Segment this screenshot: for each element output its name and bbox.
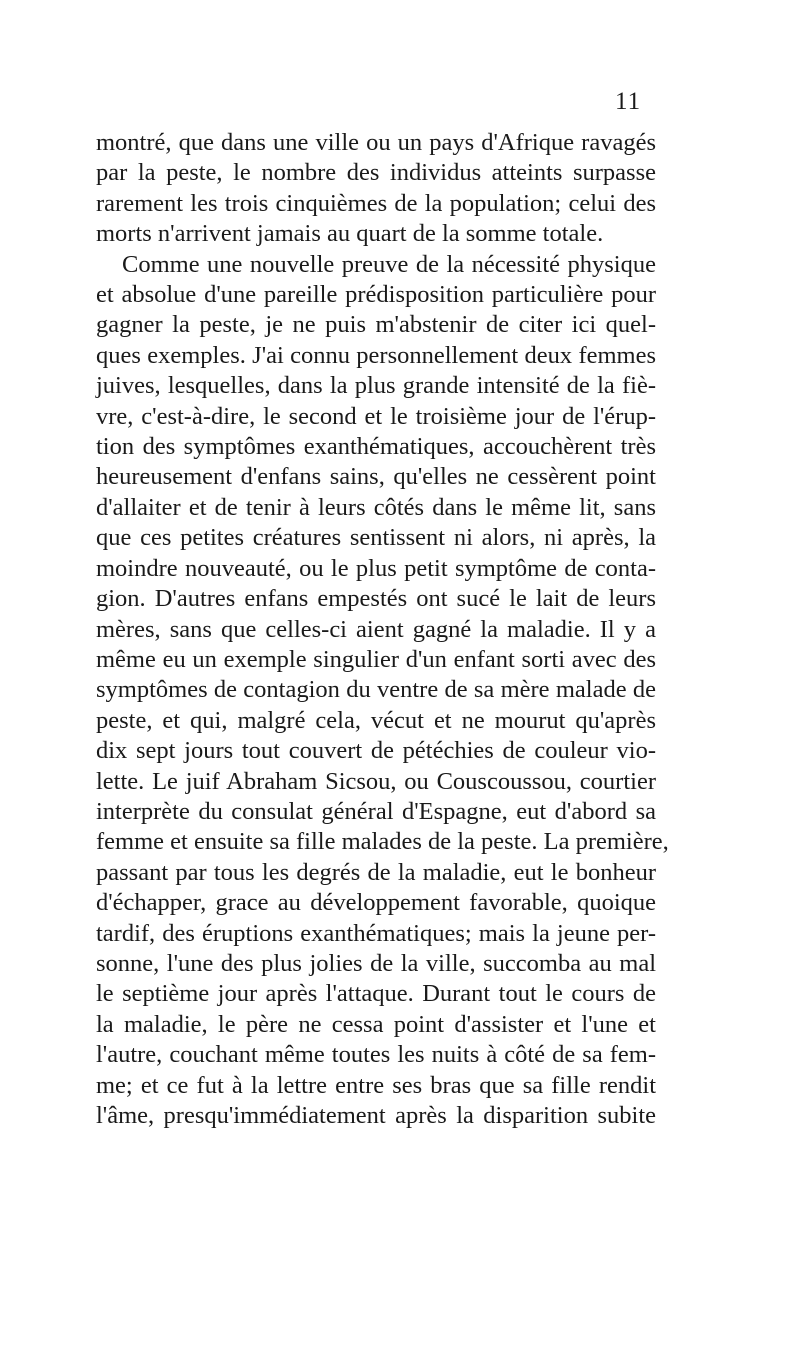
body-text: [96, 128, 669, 1131]
text-line: rarement les trois cinquièmes de la population; celui des: [96, 189, 656, 217]
text-line: d'échapper, grace au développement favorable, quoique: [96, 889, 656, 917]
text-line: gion. D'autres enfans empestés ont sucé le lait de leurs: [96, 585, 656, 613]
text-line: dix sept jours tout couvert de pétéchies de couleur vio-: [96, 737, 656, 765]
text-line: Comme une nouvelle preuve de la nécessité physique: [122, 250, 656, 278]
text-line: le septième jour après l'attaque. Durant tout le cours de: [96, 980, 656, 1008]
text-line: ques exemples. J'ai connu personnellement deux femmes: [96, 341, 656, 369]
text-line: lette. Le juif Abraham Sicsou, ou Couscoussou, courtier: [96, 767, 656, 795]
text-line: d'allaiter et de tenir à leurs côtés dans le même lit, sans: [96, 493, 656, 521]
text-line: peste, et qui, malgré cela, vécut et ne mourut qu'après: [96, 706, 656, 734]
text-line: et absolue d'une pareille prédisposition particulière pour: [96, 281, 656, 309]
text-line: la maladie, le père ne cessa point d'assister et l'une et: [96, 1010, 656, 1038]
text-line: sonne, l'une des plus jolies de la ville, succomba au mal: [96, 949, 656, 977]
text-line: mères, sans que celles-ci aient gagné la maladie. Il y a: [96, 615, 656, 643]
page-number: 11: [615, 88, 642, 115]
text-line: passant par tous les degrés de la maladie, eut le bonheur: [96, 858, 656, 886]
text-line: que ces petites créatures sentissent ni alors, ni après, la: [96, 524, 656, 552]
text-line: montré, que dans une ville ou un pays d'Afrique ravagés: [96, 129, 656, 156]
text-line: vre, c'est-à-dire, le second et le troisième jour de l'érup-: [96, 402, 656, 430]
text-line: symptômes de contagion du ventre de sa mère malade de: [96, 676, 656, 704]
text-line: femme et ensuite sa fille malades de la peste. La première,: [96, 828, 669, 856]
text-line: interprète du consulat général d'Espagne, eut d'abord sa: [96, 797, 656, 825]
text-line: tardif, des éruptions exanthématiques; mais la jeune per-: [96, 919, 656, 947]
text-line: par la peste, le nombre des individus atteints surpasse: [96, 159, 656, 187]
text-line: même eu un exemple singulier d'un enfant sorti avec des: [96, 645, 656, 673]
text-line: moindre nouveauté, ou le plus petit symptôme de conta-: [96, 554, 656, 582]
text-line: l'autre, couchant même toutes les nuits à côté de sa fem-: [96, 1041, 656, 1069]
text-line: heureusement d'enfans sains, qu'elles ne cessèrent point: [96, 463, 656, 491]
text-line: morts n'arrivent jamais au quart de la somme totale.: [96, 220, 604, 248]
text-line: juives, lesquelles, dans la plus grande intensité de la fiè-: [96, 372, 656, 400]
text-line: tion des symptômes exanthématiques, accouchèrent très: [96, 433, 656, 461]
text-line: gagner la peste, je ne puis m'abstenir de citer ici quel-: [96, 311, 656, 339]
text-line: me; et ce fut à la lettre entre ses bras que sa fille rendit: [96, 1071, 656, 1099]
text-line: l'âme, presqu'immédiatement après la disparition subite: [96, 1102, 656, 1129]
